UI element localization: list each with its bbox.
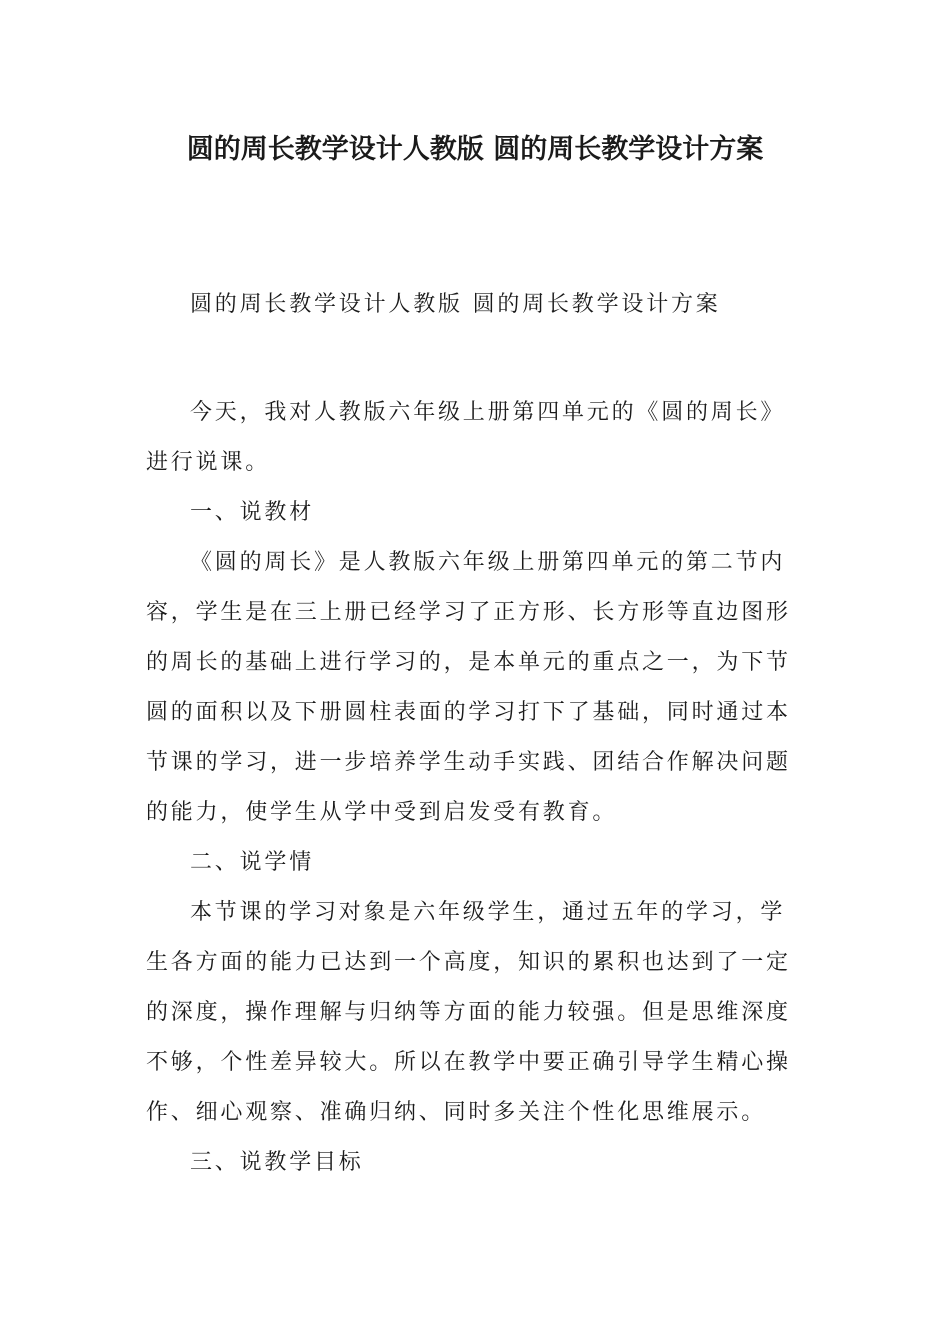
section-heading-textbook: 一、说教材 [190, 500, 315, 525]
section-heading-goals: 三、说教学目标 [190, 1150, 364, 1175]
paragraph-textbook: 《圆的周长》是人教版六年级上册第四单元的第二节内容，学生是在三上册已经学习了正方形、长方形等直边图形的周长的基础上进行学习的，是本单元的重点之一，为下节圆的面积以及下册圆柱表面的学习打下了基础，同时通过本节课的学习，进一步培养学生动手实践、团结合作解决问题的能力，使学生从学中受到启发受有教育。 [146, 550, 791, 825]
section-heading-students: 二、说学情 [190, 850, 315, 875]
paragraph-intro: 今天，我对人教版六年级上册第四单元的《圆的周长》进行说课。 [146, 400, 786, 475]
paragraph-students: 本节课的学习对象是六年级学生，通过五年的学习，学生各方面的能力已达到一个高度，知识的累积也达到了一定的深度，操作理解与归纳等方面的能力较强。但是思维深度不够，个性差异较大。所以在教学中要正确引导学生精心操作、细心观察、准确归纳、同时多关注个性化思维展示。 [146, 900, 791, 1125]
spacer [146, 330, 808, 388]
document-title: 圆的周长教学设计人教版 圆的周长教学设计方案 [186, 134, 764, 165]
document-body [146, 280, 808, 1188]
document-subtitle: 圆的周长教学设计人教版 圆的周长教学设计方案 [190, 292, 721, 317]
